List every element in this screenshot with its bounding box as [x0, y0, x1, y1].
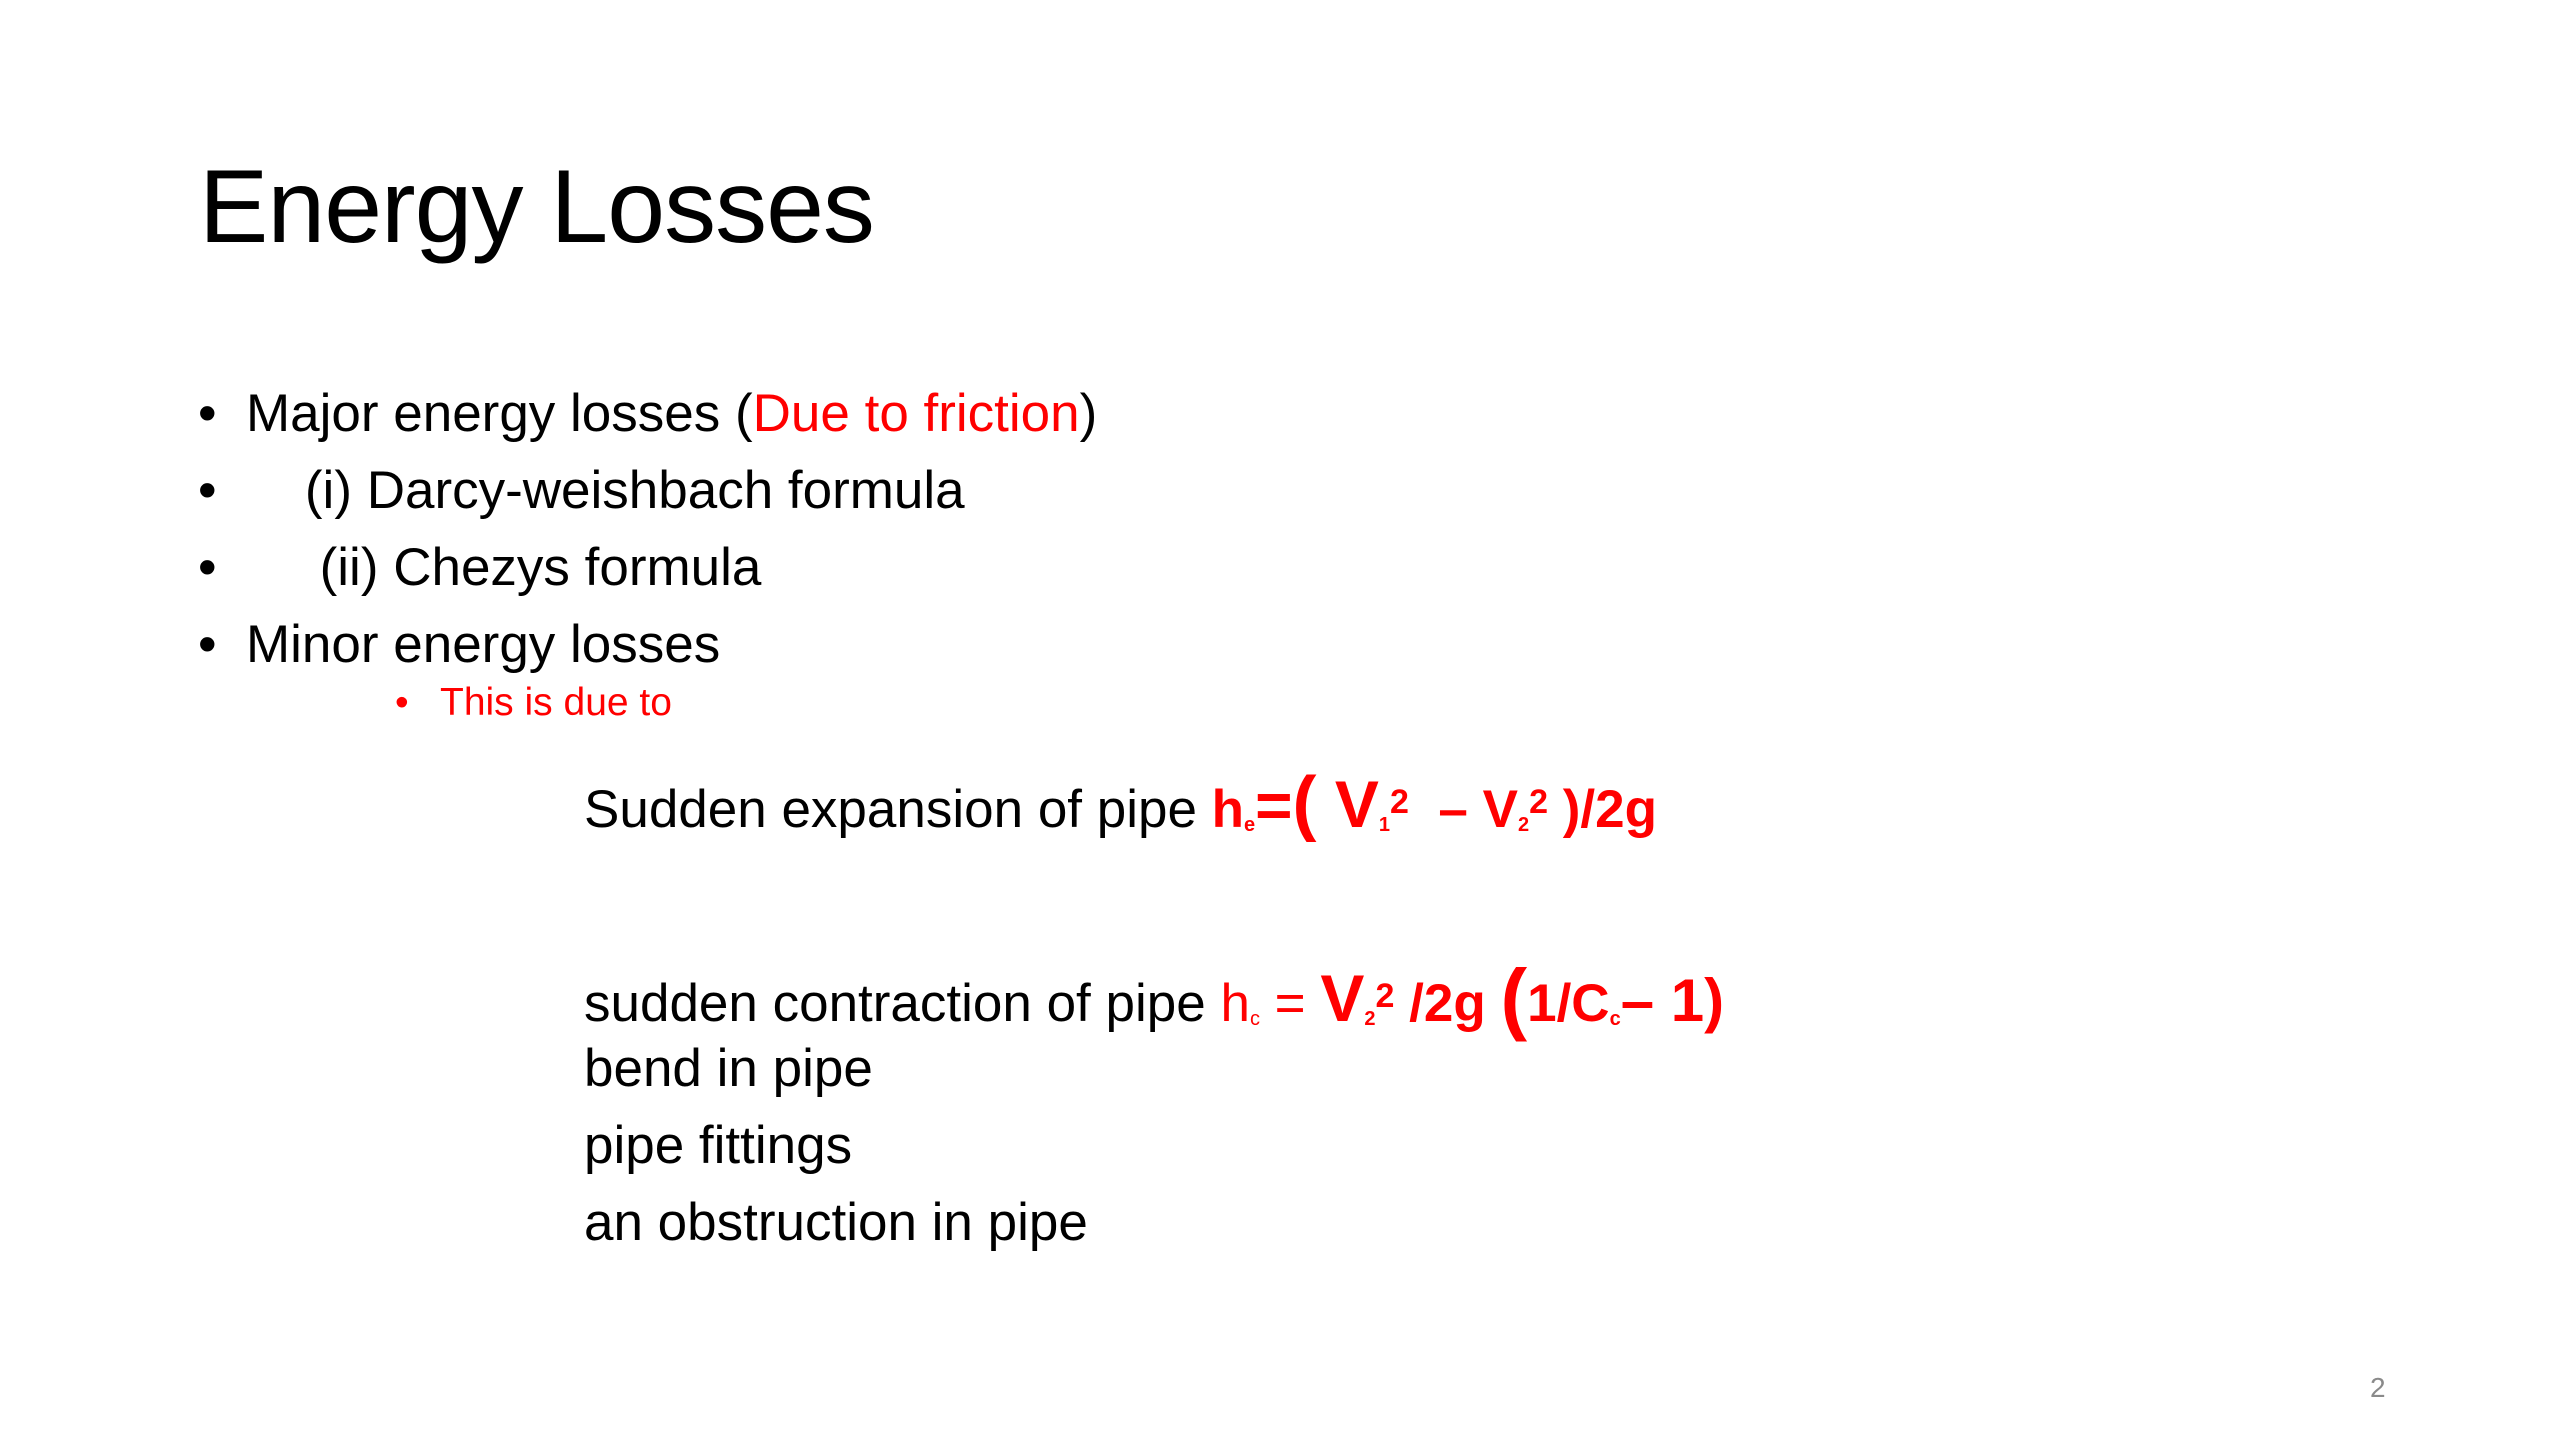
bullet-darcy: • (i) Darcy-weishbach formula	[246, 459, 965, 523]
bullet-chezy: • (ii) Chezys formula	[246, 536, 761, 600]
bullet-icon: •	[198, 538, 217, 597]
expansion-formula: he=( $V1^2 - V2^2$ )/2g	[1211, 763, 1657, 843]
bend-line: bend in pipe	[584, 1039, 873, 1098]
page-number: 2	[2370, 1372, 2386, 1403]
contraction-formula: = $V2^2$ /2g (1/Cc– 1)	[1259, 953, 1725, 1042]
bullet-icon: •	[198, 461, 217, 520]
friction-note: Due to friction	[752, 384, 1080, 443]
obstruction-line: an obstruction in pipe	[584, 1193, 1088, 1252]
bullet-icon: •	[198, 384, 217, 443]
fittings-line: pipe fittings	[584, 1116, 853, 1175]
bullet-icon: •	[198, 615, 217, 674]
bullet-major-losses: • Major energy losses (Due to friction)	[246, 382, 1097, 446]
expansion-line: Sudden expansion of pipe he=( $V1^2 - V2^2$ )/2g	[584, 763, 1657, 843]
slide-title: Energy Losses	[199, 149, 874, 265]
contraction-line: sudden contraction of pipe hc = $V2^2$ /2g (1/Cc– 1)	[584, 953, 1725, 1042]
contraction-h: hc	[1220, 974, 1260, 1033]
sub-bullet-due-to: • This is due to	[440, 680, 672, 727]
bullet-minor-losses: • Minor energy losses	[246, 613, 720, 677]
bullet-icon: •	[395, 681, 409, 724]
